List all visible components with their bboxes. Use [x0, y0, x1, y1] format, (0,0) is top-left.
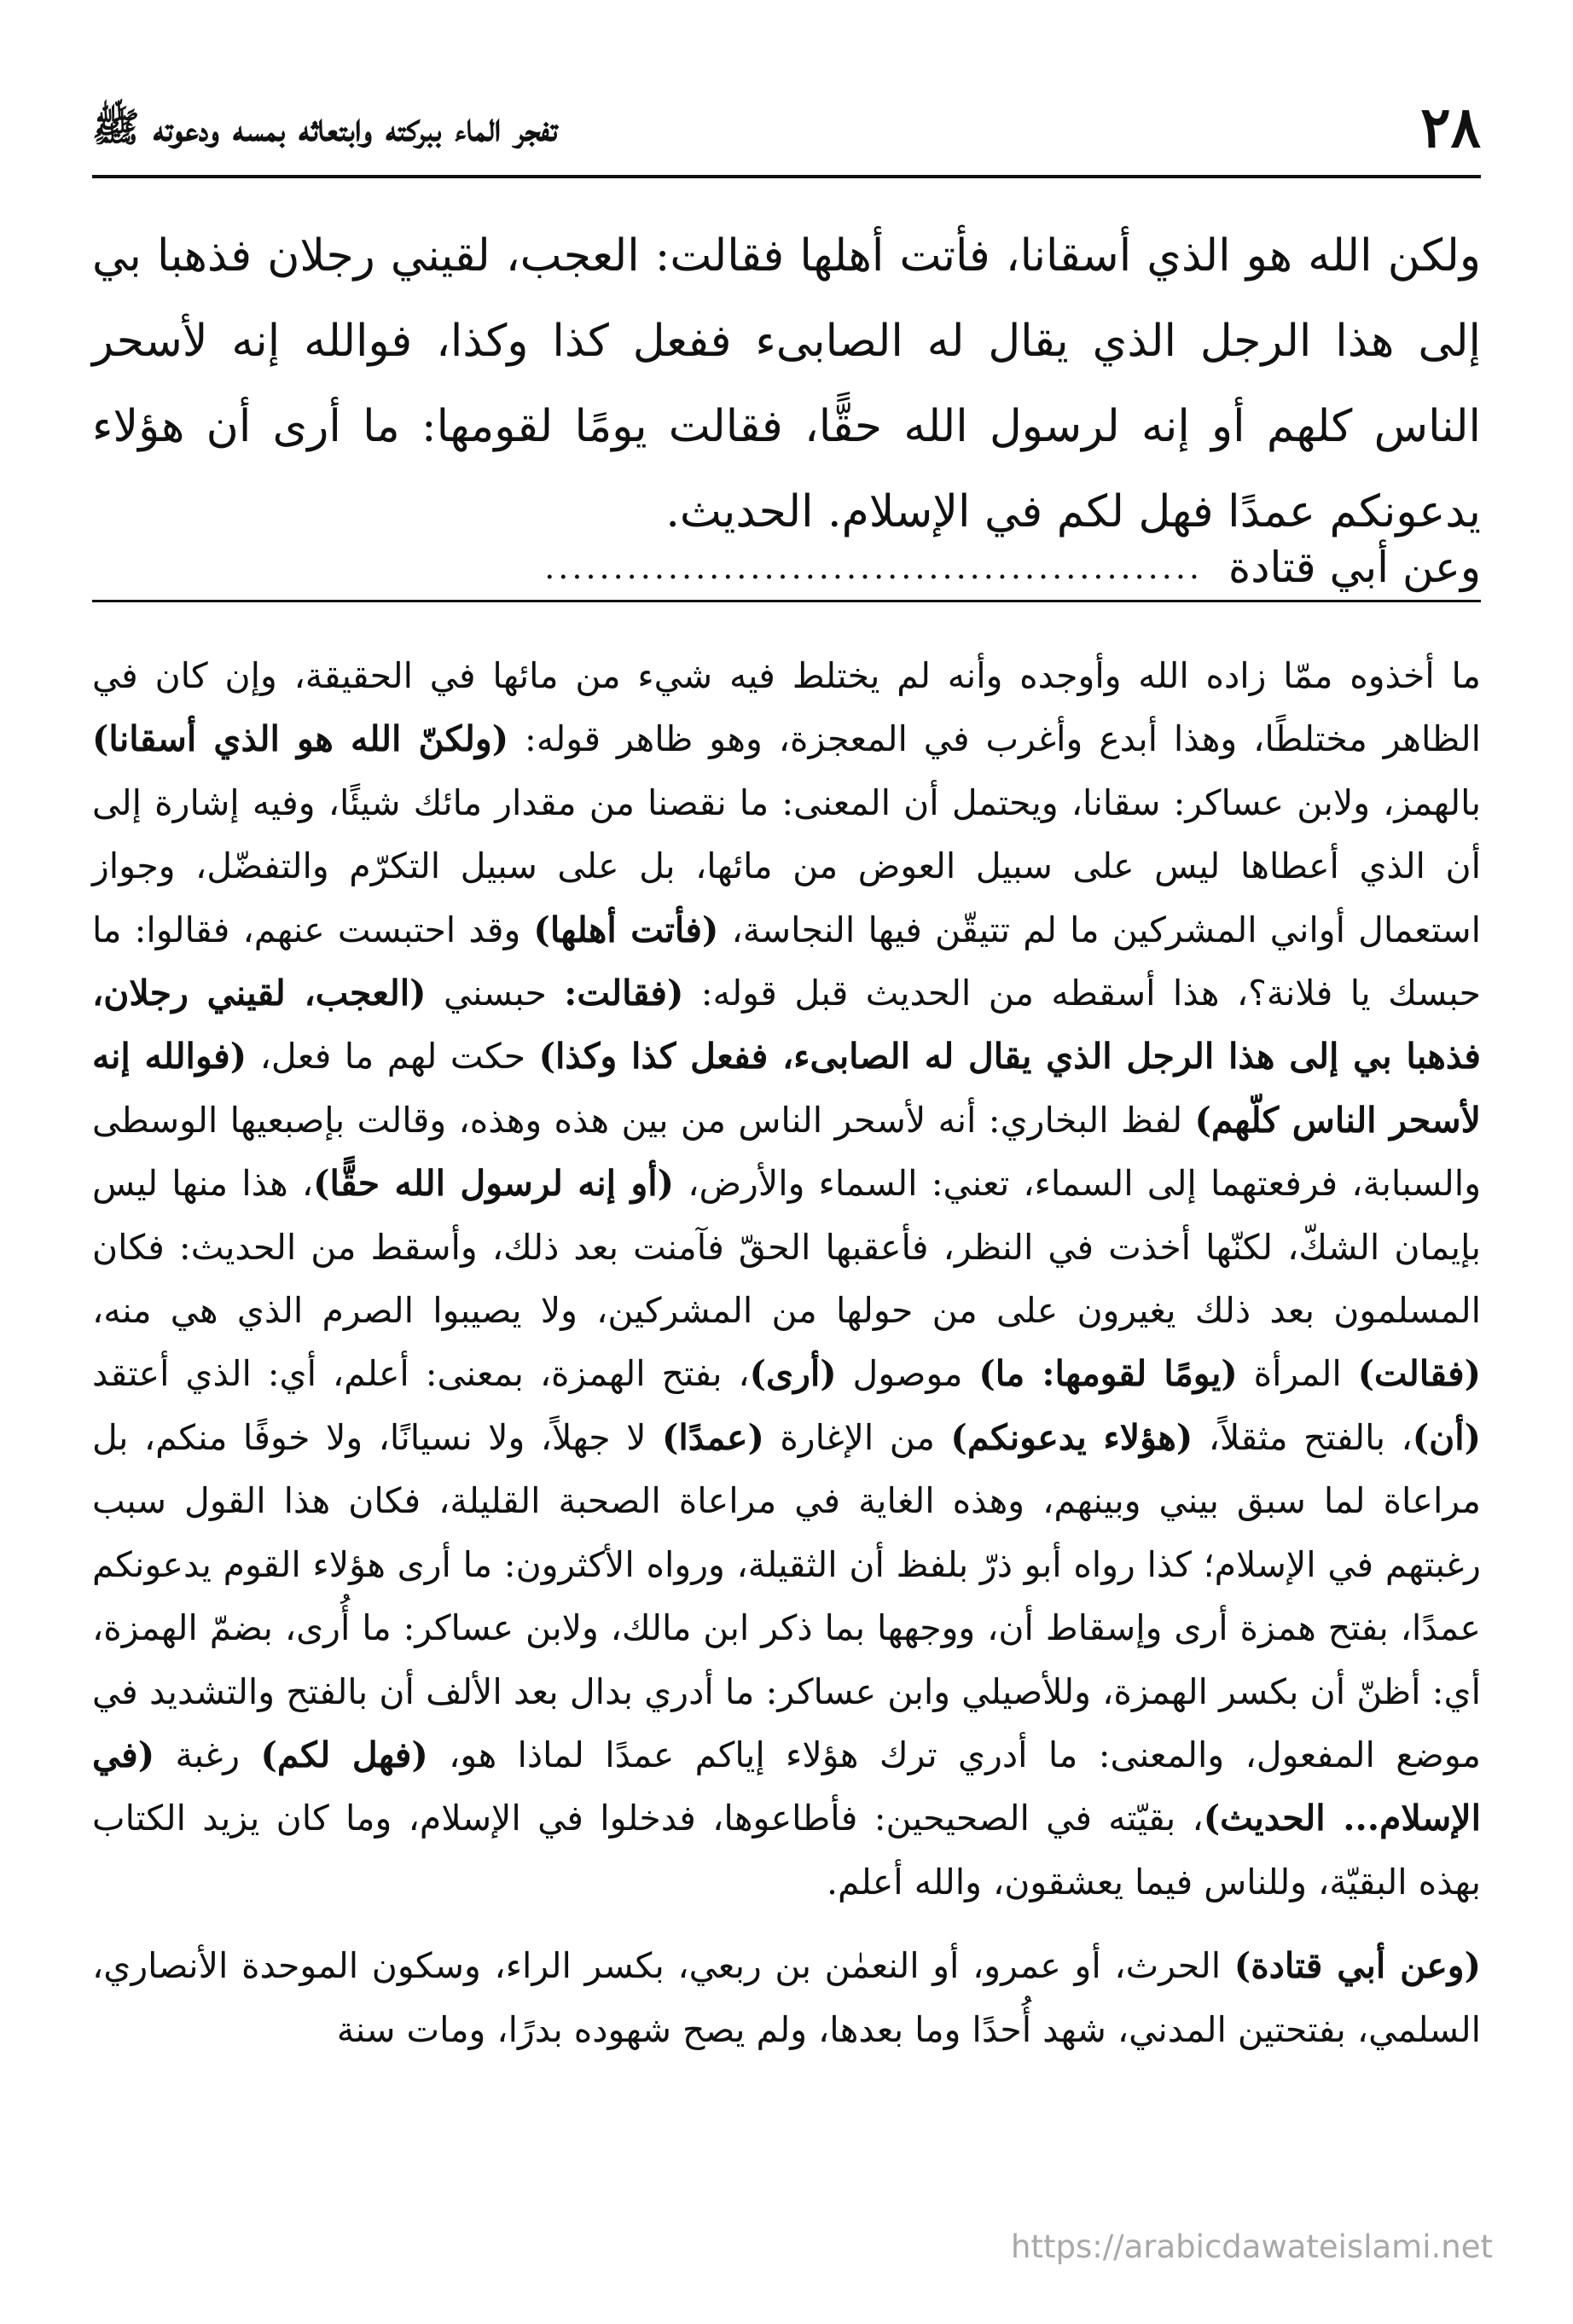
quoted-hadith-phrase: (فوالله إنه لأسحر الناس كلّهم) — [92, 1036, 1481, 1141]
running-title: تفجر الماء ببركته وابتعاثه بمسه ودعوته ﷺ — [92, 104, 558, 150]
quoted-hadith-phrase: (أو إنه لرسول الله حقًّا) — [313, 1163, 675, 1205]
commentary-text: حكت لهم ما فعل، — [247, 1036, 539, 1078]
watermark-url: https://arabicdawateislami.net — [1011, 2228, 1493, 2265]
quoted-hadith-phrase: (أرى) — [749, 1353, 837, 1395]
quoted-hadith-phrase: (فقالت) — [1357, 1353, 1481, 1395]
commentary-paragraph — [92, 644, 1481, 1914]
hadith-continuation — [92, 533, 1481, 601]
quoted-hadith-phrase: (العجب، لقيني رجلان، فذهبا بي إلى هذا الرجل الذي يقال له الصابىء، ففعل كذا وكذا) — [92, 973, 1481, 1078]
commentary-text: لا جهلاً، ولا نسيانًا، ولا خوفًا منكم، بل مراعاة لما سبق بيني وبينهم، وهذه الغاية في مراعاة الصحبة القليلة، فكان هذا القول سبب رغبتهم في الإسلام؛ كذا رواه أبو ذرّ بلفظ أن الثقيلة، ورواه الأكثرون: ما أرى هؤلاء القوم يدعونكم عمدًا، بفتح همزة أرى وإسقاط أن، ووجهها بما ذكر ابن مالك، ولابن عساكر: ما أُرى، بضمّ الهمزة، أي: أظنّ أن بكسر الهمزة، وللأصيلي وابن عساكر: ما أدري بدال بعد الألف أن بالفتح والتشديد في موضع المفعول، والمعنى: ما أدري ترك هؤلاء إياكم عمدًا لماذا هو، — [92, 1416, 1481, 1775]
commentary-text: ، بقيّته في الصحيحين: فأطاعوها، فدخلوا في الإسلام، وما كان يزيد الكتاب بهذه البقيّة، وللناس فيما يعشقون، والله أعلم. — [92, 1798, 1481, 1903]
continuation-label: وعن أبي قتادة — [1228, 543, 1481, 592]
quoted-hadith-phrase: (فقالت: — [564, 973, 684, 1014]
commentary-text: رغبة — [154, 1734, 261, 1775]
paragraph-gap — [92, 1914, 1481, 1934]
page-header — [92, 89, 1481, 166]
quoted-hadith-phrase: (هؤلاء يدعونكم) — [950, 1416, 1193, 1458]
commentary-paragraph — [92, 1934, 1481, 2061]
quoted-hadith-phrase: (أن) — [1412, 1416, 1481, 1458]
commentary-text: من الإغارة — [763, 1416, 951, 1458]
hadith-text-block — [92, 213, 1481, 555]
quoted-hadith-phrase: (يومًا لقومها: ما) — [978, 1353, 1238, 1395]
commentary-text: وقد احتبست عنهم، فقالوا: ما حبسك يا فلانة؟، هذا أسقطه من الحديث قبل قوله: — [92, 909, 1481, 1014]
quoted-hadith-phrase: (عمدًا) — [661, 1416, 764, 1458]
commentary-text: المرأة — [1237, 1353, 1358, 1395]
quoted-hadith-phrase: (ولكنّ الله هو الذي أسقانا) — [92, 718, 509, 760]
commentary-text: ، بفتح الهمزة، بمعنى: أعلم، أي: الذي أعتقد — [92, 1353, 750, 1395]
quoted-hadith-phrase: (فهل لكم) — [260, 1734, 428, 1775]
commentary-text: ، بالفتح مثقلاً، — [1193, 1416, 1413, 1458]
page-number: ٢٨ — [1420, 94, 1481, 160]
quoted-hadith-phrase: (وعن أبي قتادة) — [1233, 1945, 1481, 1987]
hadith-text: ولكن الله هو الذي أسقانا، فأتت أهلها فقالت: العجب، لقيني رجلان فذهبا بي إلى هذا الرجل الذي يقال له الصابىء ففعل كذا وكذا، فوالله إنه لأسحر الناس كلهم أو إنه لرسول الله حقًّا، فقالت يومًا لقومها: ما أرى أن هؤلاء يدعونكم عمدًا فهل لكم في الإسلام. الحديث. — [92, 230, 1481, 537]
commentary-text: ما أخذوه ممّا زاده الله وأوجده وأنه لم يختلط فيه شيء من مائها في الحقيقة، وإن كان في الظاهر مختلطًا، وهذا أبدع وأغرب في المعجزة، وهو ظاهر قوله: — [92, 655, 1481, 760]
commentary-block — [92, 644, 1481, 2061]
commentary-text: الحرث، أو عمرو، أو النعمٰن بن ربعي، بكسر الراء، وسكون الموحدة الأنصاري، السلمي، بفتحتين المدني، شهد أُحدًا وما بعدها، ولم يصح شهوده بدرًا، ومات سنة — [92, 1945, 1481, 2050]
quoted-hadith-phrase: (في الإسلام... الحديث) — [92, 1734, 1481, 1839]
continuation-dots: ................................................ — [544, 549, 1203, 586]
quoted-hadith-phrase: (فأتت أهلها) — [533, 909, 719, 950]
commentary-text: موصول — [836, 1353, 979, 1395]
commentary-text: بالهمز، ولابن عساكر: سقانا، ويحتمل أن المعنى: ما نقصنا من مقدار مائك شيئًا، وفيه إشارة إلى أن الذي أعطاها ليس على سبيل العوض من مائها، بل على سبيل التكرّم والتفضّل، وجواز استعمال أواني المشركين ما لم تتيقّن فيها النجاسة، — [92, 781, 1481, 950]
section-divider — [92, 600, 1481, 602]
header-rule — [92, 175, 1481, 178]
commentary-text: ، هذا منها ليس بإيمان الشكّ، لكنّها أخذت في النظر، فأعقبها الحقّ فآمنت بعد ذلك، وأسقط من الحديث: فكان المسلمون بعد ذلك يغيرون على من حولها من المشركين، ولا يصيبوا الصرم الذي هي منه، — [92, 1163, 1481, 1332]
commentary-text: حبسني — [426, 973, 565, 1014]
commentary-text: لفظ البخاري: أنه لأسحر الناس من بين هذه وهذه، وقالت بإصبعيها الوسطى والسبابة، فرفعتهما إلى السماء، تعني: السماء والأرض، — [92, 1099, 1481, 1205]
